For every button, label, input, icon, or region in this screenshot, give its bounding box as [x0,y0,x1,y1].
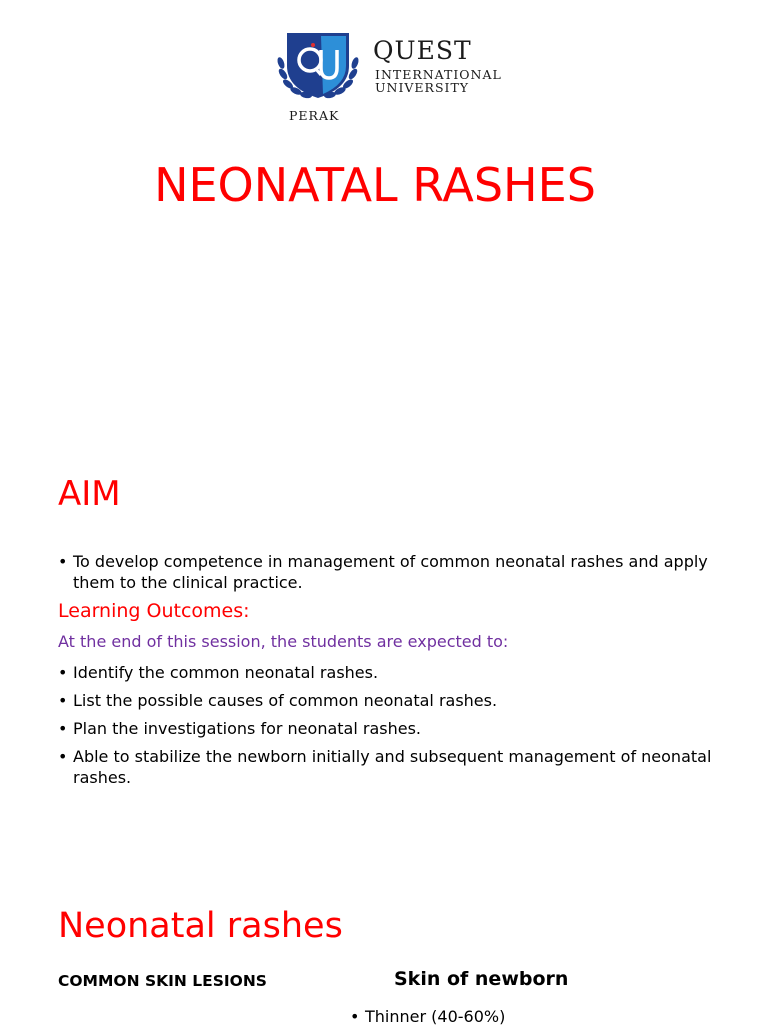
logo-wordmark: QUEST [373,36,472,65]
list-item: • Thinner (40-60%) [350,1007,505,1026]
aim-heading: AIM [58,474,121,514]
logo-subtitle-2: UNIVERSITY [375,80,470,95]
slide-title: NEONATAL RASHES [154,158,596,212]
learning-outcomes-heading: Learning Outcomes: [58,600,250,622]
list-item: • List the possible causes of common neonatal rashes. [58,690,718,711]
learning-outcomes-list [58,662,718,788]
aim-bullet: • To develop competence in management of common neonatal rashes and apply them to the clinical practice. [58,551,718,593]
skin-of-newborn-heading: Skin of newborn [394,968,569,990]
list-item: • Able to stabilize the newborn initially and subsequent management of neonatal rashes. [58,746,718,788]
section-heading: Neonatal rashes [58,906,343,946]
crest-icon [273,28,363,108]
aim-list [58,551,718,593]
common-skin-lesions-label: COMMON SKIN LESIONS [58,972,267,990]
list-item: • Plan the investigations for neonatal rashes. [58,718,718,739]
university-logo [273,28,523,128]
list-item: • Identify the common neonatal rashes. [58,662,718,683]
logo-campus: PERAK [289,108,340,123]
logo-subtitle-1: INTERNATIONAL [375,67,502,82]
learning-outcomes-intro: At the end of this session, the students are expected to: [58,632,509,651]
